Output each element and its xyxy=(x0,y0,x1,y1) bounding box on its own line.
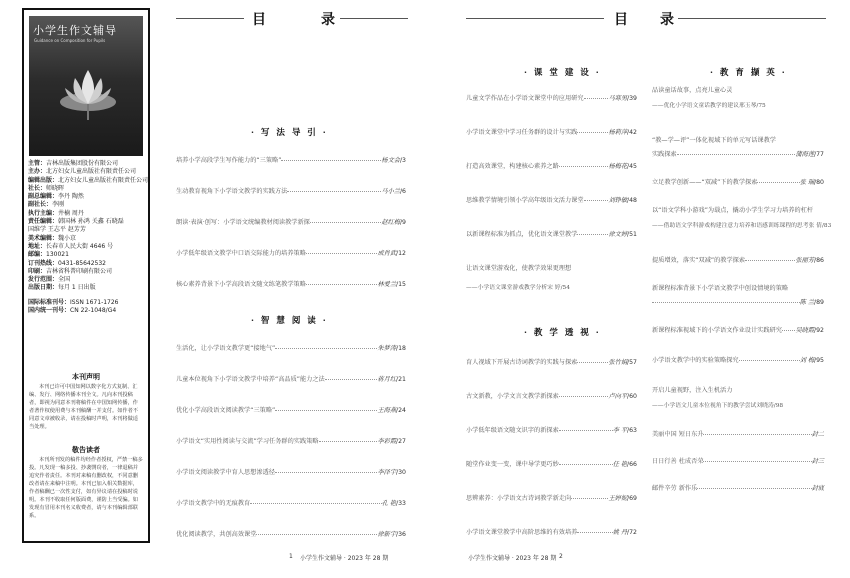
toc-entry[interactable] xyxy=(176,187,410,196)
toc-entry-title: 新课程标准背景下小学语文教学中创设情境的策略 xyxy=(652,285,789,292)
toc-entry[interactable] xyxy=(176,344,410,353)
toc-entry-title: 打造高效课堂，构建核心素养之路 xyxy=(466,163,559,170)
toc-entry-page: /57 xyxy=(627,359,637,366)
toc-leader-dots xyxy=(256,534,377,535)
colophon-value: 每月 1 日出版 xyxy=(58,284,96,292)
toc-entry[interactable] xyxy=(652,206,828,215)
toc-leader-dots xyxy=(745,260,795,261)
toc-entry-title: 小学低年级语文随文识字的新探索 xyxy=(466,427,559,434)
toc-entry-author: 李彩霞 xyxy=(377,438,397,445)
toc-entry-author: 朱梦涛 xyxy=(377,345,397,352)
section-title-education: · 教 育 撷 英 · xyxy=(710,68,787,78)
toc-entry[interactable] xyxy=(176,156,410,165)
toc-entry[interactable] xyxy=(652,150,828,159)
toc-entry-author: 马小兰 xyxy=(381,188,400,195)
colophon-key: 主管： xyxy=(28,160,47,167)
colophon-value: 130021 xyxy=(46,251,69,259)
toc-entry-title: 古文新教，小学文言文教学新探索 xyxy=(466,393,559,400)
toc-entry-author: 马寒男 xyxy=(608,95,628,102)
toc-leader-dots xyxy=(577,532,612,533)
colophon-row xyxy=(28,201,148,209)
colophon-key: 地址： xyxy=(28,242,47,250)
toc-entry-page: /69 xyxy=(627,495,637,502)
toc-entry-author: 王海燕 xyxy=(377,407,397,414)
toc-entry-author: 徐新宇 xyxy=(377,531,397,538)
toc-leader-dots xyxy=(703,434,811,435)
footer-text: 小学生作文辅导 · 2023 年 28 期 xyxy=(300,555,389,562)
page-number: 2 xyxy=(559,553,563,560)
toc-entry-page: /9 xyxy=(399,219,406,226)
colophon-row xyxy=(28,268,148,276)
colophon-row xyxy=(28,251,148,259)
toc-entry-title: 随堂作业变一变，课中导学更巧妙 xyxy=(466,461,559,468)
toc-leader-dots xyxy=(577,132,608,133)
colophon-value: ISSN 1671-1726 xyxy=(70,298,119,306)
toc-entry[interactable] xyxy=(176,468,410,477)
toc-entry[interactable] xyxy=(466,230,641,239)
toc-entry-title: 邮件辛劳 新作乐 xyxy=(652,485,698,492)
toc-entry[interactable] xyxy=(652,284,828,293)
toc-entry[interactable] xyxy=(652,430,828,439)
colophon-row xyxy=(28,177,148,185)
toc-leader-dots xyxy=(571,498,608,499)
toc-entry-title: 培养小学高段学生写作能力的“三策略” xyxy=(176,157,282,164)
toc-entry[interactable] xyxy=(466,358,641,367)
toc-entry-page: /27 xyxy=(396,438,406,445)
toc-entry[interactable] xyxy=(652,356,828,365)
toc-entry-title: 小学语文教学中的无痕教育 xyxy=(176,500,251,507)
toc-entry[interactable] xyxy=(176,406,410,415)
toc-leader-dots xyxy=(275,348,377,349)
toc-entry-title: ——小学语文课堂游戏教学分析 xyxy=(466,285,548,291)
colophon-value: 魏小京 xyxy=(58,234,77,242)
colophon-value: 0431-85642532 xyxy=(58,259,106,267)
toc-entry-author: 邢玉琴 xyxy=(738,103,757,109)
toc-entry-page: /6 xyxy=(399,188,406,195)
toc-entry-page: /89 xyxy=(814,299,824,306)
toc-entry-title: 小学语文阅读教学中育人思想渗透径 xyxy=(176,469,275,476)
colophon-key: 订刊热线： xyxy=(28,259,59,267)
toc-entry-page: /21 xyxy=(396,376,406,383)
toc-entry-title: 育人视域下开展古诗词教学的实践与探索 xyxy=(466,359,578,366)
toc-entry-page: /75 xyxy=(756,103,766,109)
colophon-key: 执行主编： xyxy=(28,209,59,217)
toc-subtitle[interactable] xyxy=(652,100,828,109)
toc-entry[interactable] xyxy=(466,94,641,103)
colophon-key: 美术编辑： xyxy=(28,234,59,242)
reader-notice-title: 敬告读者 xyxy=(72,446,100,454)
toc-entry-author: 王婷妮 xyxy=(608,495,628,502)
toc-entry-author: 杨梅花 xyxy=(608,163,628,170)
toc-entry-author: 赵红梅 xyxy=(381,219,400,226)
toc-entry-author: 徐文婷 xyxy=(608,231,628,238)
toc-entry-page: /77 xyxy=(814,151,824,158)
toc-leader-dots xyxy=(739,360,800,361)
toc-entry-title: 小学语文课堂中学习任务群的设计与实践 xyxy=(466,129,578,136)
page-1 xyxy=(176,8,410,568)
toc-entry-title: 优化阅读教学，共创高效课堂 xyxy=(176,531,257,538)
toc-entry-author: 姚 丹 xyxy=(612,529,628,536)
toc-entry-page: /30 xyxy=(396,469,406,476)
colophon-key: 国内统一刊号： xyxy=(28,307,71,315)
toc-entry[interactable] xyxy=(466,528,641,537)
colophon-row xyxy=(28,168,148,176)
toc-entry-title: 小学语文“实用性阅读与交流”学习任务群的实践策略 xyxy=(176,438,319,445)
toc-leader-dots xyxy=(703,461,811,462)
toc-entry-author: 刘晓涛 xyxy=(756,403,774,409)
toc-entry-author: 杨莉萍 xyxy=(608,129,628,136)
toc-entry-title: 儿童本位视角下小学语文教学中培养“高品质”能力之法 xyxy=(176,376,325,383)
toc-entry[interactable] xyxy=(466,392,641,401)
colophon-value: 北方妇女儿童出版社有限责任公司 xyxy=(46,168,137,176)
toc-entry-author: 杨文会 xyxy=(381,157,400,164)
toc-entry[interactable] xyxy=(652,256,828,265)
toc-leader-dots xyxy=(577,362,608,363)
toc-entry[interactable] xyxy=(466,494,641,503)
section-title-classroom: · 课 堂 建 设 · xyxy=(524,68,601,78)
toc-leader-dots xyxy=(677,154,796,155)
toc-entry-title: 朗读·表演·创写：小学语文统编教材阅读教学新探 xyxy=(176,219,310,226)
toc-entry-title: ——借助语文学科游戏构建注意力培养和语感训练课程的思考 xyxy=(652,223,809,229)
toc-entry[interactable] xyxy=(176,375,410,384)
toc-entry-title: 优化小学高段语文阅读教学“三策略” xyxy=(176,407,276,414)
header-char-1: 目 xyxy=(614,12,628,28)
toc-entry-title: 小学低年级语文教学中口语交际能力的培养策略 xyxy=(176,250,306,257)
toc-leader-dots xyxy=(559,166,609,167)
colophon-value: CN 22-1048/G4 xyxy=(70,307,117,315)
toc-leader-dots xyxy=(325,379,378,380)
toc-entry-author: 张 倩 xyxy=(808,223,822,229)
toc-entry-page: /36 xyxy=(396,531,406,538)
toc-leader-dots xyxy=(584,98,609,99)
toc-entry-author: 孔 艳 xyxy=(381,500,397,507)
toc-entry-title: 美丽中国 短日东升 xyxy=(652,431,704,438)
toc-entry-page: /92 xyxy=(814,327,824,334)
toc-entry[interactable] xyxy=(176,437,410,446)
section-title-reading: · 智 慧 阅 读 · xyxy=(251,316,328,326)
toc-leader-dots xyxy=(306,253,378,254)
colophon-list xyxy=(28,160,148,315)
toc-entry-title: 开启儿童视野，注入生机活力 xyxy=(652,387,733,394)
colophon-row xyxy=(28,235,148,243)
colophon-value: 师晓晖 xyxy=(46,184,65,192)
toc-entry-page: /15 xyxy=(396,281,406,288)
toc-entry[interactable] xyxy=(652,484,828,493)
toc-entry-page: /95 xyxy=(814,357,824,364)
toc-entry-page: /98 xyxy=(773,403,784,409)
cover-subtitle: Guidance on Composition for Pupils xyxy=(34,38,106,43)
toc-entry-title: 让语文课堂游戏化，使教学效果更理想 xyxy=(466,265,572,272)
colophon-row xyxy=(28,210,148,218)
colophon-value: 北方妇女儿童出版社有限责任公司 xyxy=(58,176,149,184)
cover-title: 小学生作文辅导 xyxy=(33,24,117,37)
toc-entry-page: /86 xyxy=(814,257,824,264)
colophon-row xyxy=(28,307,148,315)
toc-leader-dots xyxy=(275,410,377,411)
header-rule-right xyxy=(678,18,826,19)
colophon-key: 主办： xyxy=(28,168,47,176)
colophon-key: 责任编辑： xyxy=(28,218,59,226)
toc-entry-page: /18 xyxy=(396,345,406,352)
toc-entry-author: 宋 婷 xyxy=(547,285,561,291)
toc-entry[interactable] xyxy=(176,530,410,539)
toc-entry-author: 李泽宇 xyxy=(377,469,397,476)
toc-entry-author: 张丽芳 xyxy=(795,257,815,264)
toc-entry-title: 新课程标准视域下的小学语文作业设计实践研究 xyxy=(652,327,782,334)
toc-leader-dots xyxy=(287,191,381,192)
toc-leader-dots xyxy=(250,503,381,504)
page-2 xyxy=(466,8,832,568)
toc-entry-author: 张竹娟 xyxy=(608,359,628,366)
toc-entry-author: 刘铮敏 xyxy=(608,197,628,204)
colophon-key: 印刷： xyxy=(28,267,47,275)
toc-entry-author: 封二 xyxy=(811,431,824,438)
toc-entry-title: “教—学—评”一体化视域下的单元写话课教学 xyxy=(652,137,776,144)
section-title-writing: · 写 法 导 引 · xyxy=(251,128,328,138)
colophon-key: 社长： xyxy=(28,184,47,192)
toc-entry-title: 实践探索 xyxy=(652,151,677,158)
toc-entry-page: /33 xyxy=(396,500,406,507)
colophon-value: 韩国林 孙鸿 关鑫 石晓磊 xyxy=(58,218,124,226)
toc-leader-dots xyxy=(281,160,381,161)
page-number: 1 xyxy=(289,553,293,560)
toc-entry[interactable] xyxy=(176,499,410,508)
colophon-row xyxy=(28,299,148,307)
toc-subtitle[interactable] xyxy=(466,282,641,291)
toc-entry-page: /39 xyxy=(627,95,637,102)
colophon-key: 邮编： xyxy=(28,251,47,259)
toc-entry-title: 核心素养背景下小学高段语文随文练笔教学策略 xyxy=(176,281,306,288)
colophon-value: 吉林省科普印刷有限公司 xyxy=(46,267,113,275)
section-title-teaching: · 教 学 透 视 · xyxy=(524,328,601,338)
toc-entry-author: 卢向平 xyxy=(608,393,628,400)
toc-entry-page: /51 xyxy=(627,231,637,238)
toc-entry-author: 陈 兰 xyxy=(799,299,815,306)
toc-entry-page: /3 xyxy=(399,157,406,164)
colophon-row xyxy=(28,185,148,193)
toc-entry-page: /83 xyxy=(821,223,832,229)
footer-text: 小学生作文辅导 · 2023 年 28 期 xyxy=(468,555,557,562)
toc-entry-title: 生动教育视角下小学语文教学的实践方法 xyxy=(176,188,288,195)
toc-entry-page: /45 xyxy=(627,163,637,170)
toc-entry-page: /60 xyxy=(627,393,637,400)
toc-entry-page: /54 xyxy=(560,285,570,291)
colophon-key: 发行范围： xyxy=(28,276,59,284)
colophon-value: 井楠 周丹 xyxy=(58,209,84,217)
colophon-value: 国维学 王志平 赵芳芳 xyxy=(28,226,86,234)
toc-entry-title: 思维教学情境引领小学高年级语文活力课堂 xyxy=(466,197,584,204)
toc-leader-dots xyxy=(559,396,609,397)
toc-entry-title: ——小学语文儿童本位视角下的教学尝试 xyxy=(652,403,757,409)
toc-leader-dots xyxy=(757,182,799,183)
toc-entry-author: 李 平 xyxy=(612,427,628,434)
toc-entry-title: 提质增效，落实“双减”的教学探索 xyxy=(652,257,746,264)
toc-entry[interactable] xyxy=(652,136,828,145)
colophon-key: 编辑出版： xyxy=(28,176,59,184)
notice-title: 本刊声明 xyxy=(72,373,100,381)
colophon-key: 出版日期： xyxy=(28,284,59,292)
lotus-flower-image xyxy=(53,60,123,120)
header-char-2: 录 xyxy=(660,12,674,28)
toc-entry-title: 思辨素养：小学语文古诗词教学新走向 xyxy=(466,495,572,502)
notice-body: 本刊已许可中国知网以数字化方式复制、汇编、发行、网络传播本刊全文。凡向本刊投稿者，即视为同意本刊将稿件在中国知网传播，作者著作权使用费与本刊稿酬一并支付。如作者不同意文章被收录，请在投稿时声明，本刊将做适当处理。 xyxy=(29,384,138,430)
toc-leader-dots xyxy=(559,464,613,465)
reader-notice-body: 本刊所刊发的稿件均经作者授权，严禁一稿多投。凡发现一稿多投、抄袭剽窃者，一律退稿并追究作者责任。本刊对来稿有删改权，不同意删改者请在来稿中注明。本刊已加入相关数据库，作者稿酬已一次性支付，如有异议请在投稿时说明。本刊不收取任何版面费，谨防上当受骗。如发现有冒用本刊名义收费者，请与本刊编辑部联系。 xyxy=(29,457,143,519)
toc-entry-page: /48 xyxy=(627,197,637,204)
toc-entry[interactable] xyxy=(466,264,641,273)
toc-entry-author: 张 瑞 xyxy=(799,179,815,186)
toc-leader-dots xyxy=(782,330,796,331)
toc-entry-page: /63 xyxy=(627,427,637,434)
toc-entry[interactable] xyxy=(176,249,410,258)
header-rule-left xyxy=(466,18,604,19)
colophon-value: 李丹 陶然 xyxy=(58,193,84,201)
header-rule-left xyxy=(176,18,244,19)
toc-entry[interactable] xyxy=(652,386,828,395)
colophon-panel xyxy=(22,8,150,543)
header-char-2: 录 xyxy=(321,12,335,28)
toc-entry[interactable] xyxy=(176,280,410,289)
toc-subtitle[interactable] xyxy=(652,220,832,229)
toc-entry-author: 封底 xyxy=(811,485,824,492)
toc-entry[interactable] xyxy=(652,457,828,466)
toc-leader-dots xyxy=(652,302,800,303)
toc-entry-title: ——优化小学语文童话教学的建议 xyxy=(652,103,739,109)
colophon-key: 副社长： xyxy=(28,201,53,209)
toc-entry-title: 立足教学创新——“双减”下的教学探索 xyxy=(652,179,758,186)
toc-entry[interactable] xyxy=(652,178,828,187)
toc-leader-dots xyxy=(577,234,608,235)
toc-entry[interactable] xyxy=(466,196,641,205)
toc-leader-dots xyxy=(559,430,613,431)
colophon-key: 副总编辑： xyxy=(28,193,59,201)
toc-entry[interactable] xyxy=(466,162,641,171)
colophon-row xyxy=(28,260,148,268)
toc-entry-author: 任 艳 xyxy=(612,461,628,468)
toc-entry-title: 儿童文学作品在小学语文课堂中的应用研究 xyxy=(466,95,584,102)
toc-entry[interactable] xyxy=(466,426,641,435)
toc-entry-author: 刘 梅 xyxy=(799,357,815,364)
toc-leader-dots xyxy=(697,488,811,489)
header-char-1: 目 xyxy=(252,12,266,28)
toc-entry-page: /72 xyxy=(627,529,637,536)
toc-entry-page: /42 xyxy=(627,129,637,136)
toc-entry-title: 日日行善 杜成否荣 xyxy=(652,458,704,465)
magazine-cover xyxy=(29,16,143,156)
toc-entry-author: 林爱兰 xyxy=(377,281,397,288)
colophon-value: 全国 xyxy=(58,276,71,284)
toc-entry-title: 以新课程标准为抓点，优化语文课堂教学 xyxy=(466,231,578,238)
toc-entry[interactable] xyxy=(652,326,828,335)
toc-leader-dots xyxy=(306,284,378,285)
toc-subtitle[interactable] xyxy=(652,400,828,409)
colophon-value: 李刚 xyxy=(52,201,65,209)
toc-leader-dots xyxy=(275,472,377,473)
toc-entry-author: 吴晓霞 xyxy=(795,327,815,334)
toc-entry[interactable] xyxy=(466,128,641,137)
toc-entry-author: 蒋月红 xyxy=(377,376,397,383)
toc-entry[interactable] xyxy=(652,86,828,95)
toc-entry-page: /12 xyxy=(396,250,406,257)
colophon-value: 吉林出版集团股份有限公司 xyxy=(46,160,119,167)
toc-entry-author: 蒲海莲 xyxy=(795,151,815,158)
header-rule-right xyxy=(340,18,408,19)
toc-entry-author: 封三 xyxy=(811,458,824,465)
toc-entry-author: 成肖武 xyxy=(377,250,397,257)
toc-entry[interactable] xyxy=(176,218,410,227)
toc-entry-title: 以“语文学科小游戏”为载点，撬动小学生学习力培养的杠杆 xyxy=(652,207,814,214)
toc-entry-title: 小学语文教学中的实验策略探究 xyxy=(652,357,739,364)
colophon-value: 长春市人民大街 4646 号 xyxy=(46,242,114,250)
colophon-key: 国际标准刊号： xyxy=(28,298,71,306)
toc-leader-dots xyxy=(584,200,609,201)
toc-entry-title: 品读童话故事，点亮儿童心灵 xyxy=(652,87,733,94)
toc-entry[interactable] xyxy=(466,460,641,469)
colophon-row xyxy=(28,226,148,234)
toc-entry[interactable] xyxy=(652,298,828,307)
colophon-row xyxy=(28,284,148,292)
toc-entry-title: 小学语文课堂教学中高阶思维的有效培养 xyxy=(466,529,578,536)
toc-entry-page: /80 xyxy=(814,179,824,186)
toc-leader-dots xyxy=(319,441,378,442)
toc-entry-page: /66 xyxy=(627,461,637,468)
toc-entry-page: /24 xyxy=(396,407,406,414)
toc-leader-dots xyxy=(310,222,382,223)
toc-entry-title: 生活化，让小学语文教学更“接地气” xyxy=(176,345,276,352)
